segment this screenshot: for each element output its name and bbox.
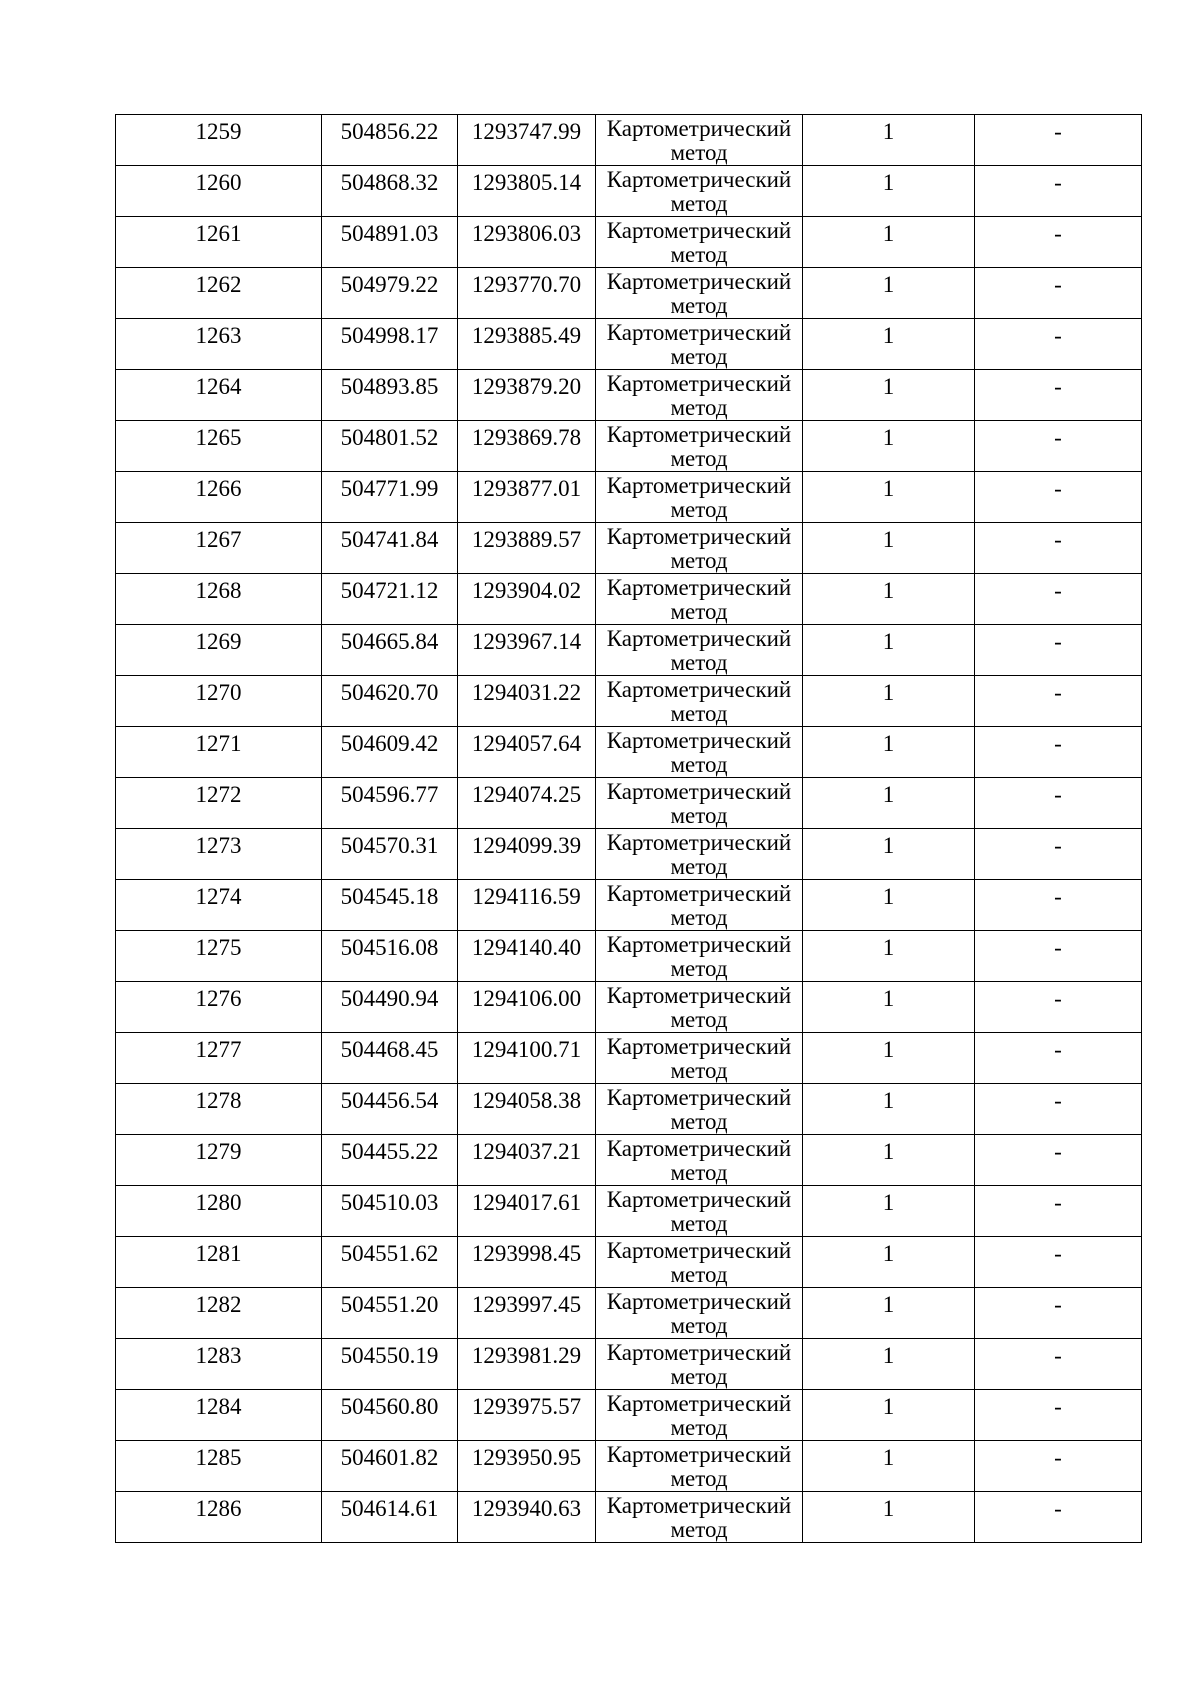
method-text-line1: Картометрический	[606, 881, 792, 906]
y-coordinate-cell: 1293940.63	[458, 1492, 596, 1543]
x-coordinate-cell: 504609.42	[322, 727, 458, 778]
note-cell: -	[975, 166, 1142, 217]
y-coordinate-cell: 1294037.21	[458, 1135, 596, 1186]
table-row	[116, 778, 1142, 829]
method-cell	[596, 523, 803, 574]
x-coordinate-cell: 504891.03	[322, 217, 458, 268]
point-number-cell: 1285	[116, 1441, 322, 1492]
x-coordinate-cell: 504979.22	[322, 268, 458, 319]
note-cell: -	[975, 982, 1142, 1033]
x-coordinate-cell: 504551.62	[322, 1237, 458, 1288]
method-text-line2: метод	[670, 1058, 728, 1083]
method-cell	[596, 1237, 803, 1288]
y-coordinate-cell: 1294106.00	[458, 982, 596, 1033]
coordinates-table-body	[116, 115, 1142, 1543]
note-cell: -	[975, 1339, 1142, 1390]
point-number-cell: 1267	[116, 523, 322, 574]
method-cell	[596, 1084, 803, 1135]
note-cell: -	[975, 523, 1142, 574]
method-text-line1: Картометрический	[606, 830, 792, 855]
note-cell: -	[975, 268, 1142, 319]
note-cell: -	[975, 1186, 1142, 1237]
method-cell	[596, 166, 803, 217]
point-number-cell: 1279	[116, 1135, 322, 1186]
accuracy-cell: 1	[803, 727, 975, 778]
point-number-cell: 1262	[116, 268, 322, 319]
method-cell	[596, 676, 803, 727]
x-coordinate-cell: 504456.54	[322, 1084, 458, 1135]
method-cell	[596, 574, 803, 625]
x-coordinate-cell: 504560.80	[322, 1390, 458, 1441]
point-number-cell: 1271	[116, 727, 322, 778]
x-coordinate-cell: 504893.85	[322, 370, 458, 421]
method-text-line1: Картометрический	[606, 1289, 792, 1314]
table-row	[116, 1390, 1142, 1441]
point-number-cell: 1284	[116, 1390, 322, 1441]
x-coordinate-cell: 504620.70	[322, 676, 458, 727]
table-row	[116, 574, 1142, 625]
accuracy-cell: 1	[803, 676, 975, 727]
y-coordinate-cell: 1294057.64	[458, 727, 596, 778]
method-text-line1: Картометрический	[606, 1187, 792, 1212]
accuracy-cell: 1	[803, 931, 975, 982]
note-cell: -	[975, 676, 1142, 727]
point-number-cell: 1268	[116, 574, 322, 625]
method-text-line2: метод	[670, 395, 728, 420]
method-text-line1: Картометрический	[606, 575, 792, 600]
method-cell	[596, 1033, 803, 1084]
method-text-line2: метод	[670, 803, 728, 828]
y-coordinate-cell: 1293889.57	[458, 523, 596, 574]
table-row	[116, 370, 1142, 421]
table-row	[116, 931, 1142, 982]
accuracy-cell: 1	[803, 319, 975, 370]
point-number-cell: 1283	[116, 1339, 322, 1390]
note-cell: -	[975, 1033, 1142, 1084]
table-row	[116, 1492, 1142, 1543]
accuracy-cell: 1	[803, 370, 975, 421]
table-row	[116, 1339, 1142, 1390]
method-cell	[596, 1339, 803, 1390]
method-cell	[596, 982, 803, 1033]
method-text-line2: метод	[670, 344, 728, 369]
accuracy-cell: 1	[803, 1135, 975, 1186]
table-row	[116, 727, 1142, 778]
x-coordinate-cell: 504665.84	[322, 625, 458, 676]
point-number-cell: 1259	[116, 115, 322, 166]
table-row	[116, 880, 1142, 931]
y-coordinate-cell: 1294074.25	[458, 778, 596, 829]
note-cell: -	[975, 1135, 1142, 1186]
method-text-line2: метод	[670, 497, 728, 522]
method-text-line1: Картометрический	[606, 1493, 792, 1518]
table-row	[116, 319, 1142, 370]
point-number-cell: 1281	[116, 1237, 322, 1288]
note-cell: -	[975, 115, 1142, 166]
accuracy-cell: 1	[803, 1084, 975, 1135]
method-text-line1: Картометрический	[606, 1442, 792, 1467]
x-coordinate-cell: 504614.61	[322, 1492, 458, 1543]
method-text-line1: Картометрический	[606, 473, 792, 498]
method-text-line1: Картометрический	[606, 1136, 792, 1161]
x-coordinate-cell: 504596.77	[322, 778, 458, 829]
y-coordinate-cell: 1294031.22	[458, 676, 596, 727]
x-coordinate-cell: 504510.03	[322, 1186, 458, 1237]
note-cell: -	[975, 1441, 1142, 1492]
point-number-cell: 1261	[116, 217, 322, 268]
accuracy-cell: 1	[803, 115, 975, 166]
table-row	[116, 268, 1142, 319]
method-text-line1: Картометрический	[606, 269, 792, 294]
x-coordinate-cell: 504771.99	[322, 472, 458, 523]
table-row	[116, 217, 1142, 268]
note-cell: -	[975, 217, 1142, 268]
note-cell: -	[975, 1084, 1142, 1135]
method-cell	[596, 1441, 803, 1492]
method-cell	[596, 829, 803, 880]
accuracy-cell: 1	[803, 472, 975, 523]
method-text-line2: метод	[670, 650, 728, 675]
table-row	[116, 829, 1142, 880]
method-text-line2: метод	[670, 191, 728, 216]
method-cell	[596, 217, 803, 268]
y-coordinate-cell: 1293998.45	[458, 1237, 596, 1288]
y-coordinate-cell: 1293806.03	[458, 217, 596, 268]
accuracy-cell: 1	[803, 982, 975, 1033]
method-text-line2: метод	[670, 1313, 728, 1338]
accuracy-cell: 1	[803, 268, 975, 319]
note-cell: -	[975, 727, 1142, 778]
y-coordinate-cell: 1293904.02	[458, 574, 596, 625]
table-row	[116, 472, 1142, 523]
y-coordinate-cell: 1293975.57	[458, 1390, 596, 1441]
x-coordinate-cell: 504516.08	[322, 931, 458, 982]
table-row	[116, 1033, 1142, 1084]
table-row	[116, 1288, 1142, 1339]
table-row	[116, 523, 1142, 574]
y-coordinate-cell: 1293770.70	[458, 268, 596, 319]
table-row	[116, 115, 1142, 166]
y-coordinate-cell: 1294116.59	[458, 880, 596, 931]
method-text-line2: метод	[670, 854, 728, 879]
method-text-line2: метод	[670, 140, 728, 165]
method-cell	[596, 115, 803, 166]
y-coordinate-cell: 1293805.14	[458, 166, 596, 217]
y-coordinate-cell: 1293885.49	[458, 319, 596, 370]
x-coordinate-cell: 504868.32	[322, 166, 458, 217]
method-cell	[596, 778, 803, 829]
x-coordinate-cell: 504570.31	[322, 829, 458, 880]
accuracy-cell: 1	[803, 1186, 975, 1237]
method-text-line1: Картометрический	[606, 779, 792, 804]
table-row	[116, 1441, 1142, 1492]
y-coordinate-cell: 1294140.40	[458, 931, 596, 982]
note-cell: -	[975, 1492, 1142, 1543]
method-text-line1: Картометрический	[606, 218, 792, 243]
y-coordinate-cell: 1293747.99	[458, 115, 596, 166]
point-number-cell: 1278	[116, 1084, 322, 1135]
x-coordinate-cell: 504721.12	[322, 574, 458, 625]
accuracy-cell: 1	[803, 1441, 975, 1492]
method-text-line2: метод	[670, 446, 728, 471]
point-number-cell: 1269	[116, 625, 322, 676]
accuracy-cell: 1	[803, 421, 975, 472]
method-cell	[596, 931, 803, 982]
accuracy-cell: 1	[803, 1390, 975, 1441]
accuracy-cell: 1	[803, 625, 975, 676]
accuracy-cell: 1	[803, 1492, 975, 1543]
note-cell: -	[975, 319, 1142, 370]
accuracy-cell: 1	[803, 880, 975, 931]
note-cell: -	[975, 574, 1142, 625]
point-number-cell: 1273	[116, 829, 322, 880]
method-cell	[596, 1186, 803, 1237]
x-coordinate-cell: 504998.17	[322, 319, 458, 370]
note-cell: -	[975, 1237, 1142, 1288]
y-coordinate-cell: 1293879.20	[458, 370, 596, 421]
note-cell: -	[975, 370, 1142, 421]
y-coordinate-cell: 1294100.71	[458, 1033, 596, 1084]
y-coordinate-cell: 1294099.39	[458, 829, 596, 880]
point-number-cell: 1280	[116, 1186, 322, 1237]
method-cell	[596, 1288, 803, 1339]
point-number-cell: 1276	[116, 982, 322, 1033]
method-cell	[596, 1390, 803, 1441]
method-text-line1: Картометрический	[606, 116, 792, 141]
point-number-cell: 1277	[116, 1033, 322, 1084]
table-row	[116, 982, 1142, 1033]
accuracy-cell: 1	[803, 1339, 975, 1390]
method-cell	[596, 472, 803, 523]
x-coordinate-cell: 504490.94	[322, 982, 458, 1033]
method-text-line1: Картометрический	[606, 1391, 792, 1416]
method-text-line2: метод	[670, 905, 728, 930]
accuracy-cell: 1	[803, 1033, 975, 1084]
method-cell	[596, 319, 803, 370]
point-number-cell: 1282	[116, 1288, 322, 1339]
method-text-line2: метод	[670, 1466, 728, 1491]
x-coordinate-cell: 504856.22	[322, 115, 458, 166]
table-row	[116, 421, 1142, 472]
method-cell	[596, 1492, 803, 1543]
method-text-line1: Картометрический	[606, 371, 792, 396]
note-cell: -	[975, 1288, 1142, 1339]
method-text-line1: Картометрический	[606, 524, 792, 549]
y-coordinate-cell: 1293869.78	[458, 421, 596, 472]
method-text-line1: Картометрический	[606, 626, 792, 651]
method-text-line2: метод	[670, 1262, 728, 1287]
point-number-cell: 1275	[116, 931, 322, 982]
table-row	[116, 166, 1142, 217]
point-number-cell: 1266	[116, 472, 322, 523]
method-text-line1: Картометрический	[606, 983, 792, 1008]
method-text-line1: Картометрический	[606, 167, 792, 192]
x-coordinate-cell: 504455.22	[322, 1135, 458, 1186]
method-text-line1: Картометрический	[606, 1340, 792, 1365]
note-cell: -	[975, 829, 1142, 880]
accuracy-cell: 1	[803, 778, 975, 829]
x-coordinate-cell: 504545.18	[322, 880, 458, 931]
method-text-line1: Картометрический	[606, 677, 792, 702]
method-text-line2: метод	[670, 1517, 728, 1542]
method-text-line1: Картометрический	[606, 1034, 792, 1059]
method-text-line2: метод	[670, 956, 728, 981]
method-text-line2: метод	[670, 1364, 728, 1389]
y-coordinate-cell: 1293981.29	[458, 1339, 596, 1390]
note-cell: -	[975, 880, 1142, 931]
table-row	[116, 676, 1142, 727]
method-text-line1: Картометрический	[606, 728, 792, 753]
y-coordinate-cell: 1293997.45	[458, 1288, 596, 1339]
method-cell	[596, 370, 803, 421]
note-cell: -	[975, 778, 1142, 829]
point-number-cell: 1260	[116, 166, 322, 217]
method-text-line2: метод	[670, 701, 728, 726]
accuracy-cell: 1	[803, 829, 975, 880]
x-coordinate-cell: 504468.45	[322, 1033, 458, 1084]
note-cell: -	[975, 421, 1142, 472]
point-number-cell: 1274	[116, 880, 322, 931]
method-text-line2: метод	[670, 242, 728, 267]
point-number-cell: 1264	[116, 370, 322, 421]
method-cell	[596, 421, 803, 472]
table-row	[116, 1084, 1142, 1135]
point-number-cell: 1265	[116, 421, 322, 472]
y-coordinate-cell: 1293950.95	[458, 1441, 596, 1492]
method-text-line1: Картометрический	[606, 320, 792, 345]
method-text-line2: метод	[670, 1211, 728, 1236]
accuracy-cell: 1	[803, 523, 975, 574]
method-text-line2: метод	[670, 548, 728, 573]
table-row	[116, 1186, 1142, 1237]
point-number-cell: 1263	[116, 319, 322, 370]
method-text-line2: метод	[670, 599, 728, 624]
x-coordinate-cell: 504741.84	[322, 523, 458, 574]
method-text-line1: Картометрический	[606, 422, 792, 447]
point-number-cell: 1272	[116, 778, 322, 829]
accuracy-cell: 1	[803, 166, 975, 217]
note-cell: -	[975, 931, 1142, 982]
method-cell	[596, 1135, 803, 1186]
method-cell	[596, 625, 803, 676]
table-row	[116, 625, 1142, 676]
x-coordinate-cell: 504550.19	[322, 1339, 458, 1390]
method-cell	[596, 880, 803, 931]
method-cell	[596, 268, 803, 319]
accuracy-cell: 1	[803, 1237, 975, 1288]
note-cell: -	[975, 625, 1142, 676]
method-text-line2: метод	[670, 1109, 728, 1134]
method-text-line1: Картометрический	[606, 1238, 792, 1263]
y-coordinate-cell: 1293877.01	[458, 472, 596, 523]
note-cell: -	[975, 472, 1142, 523]
note-cell: -	[975, 1390, 1142, 1441]
x-coordinate-cell: 504801.52	[322, 421, 458, 472]
x-coordinate-cell: 504601.82	[322, 1441, 458, 1492]
point-number-cell: 1286	[116, 1492, 322, 1543]
method-cell	[596, 727, 803, 778]
y-coordinate-cell: 1294017.61	[458, 1186, 596, 1237]
accuracy-cell: 1	[803, 574, 975, 625]
y-coordinate-cell: 1294058.38	[458, 1084, 596, 1135]
point-number-cell: 1270	[116, 676, 322, 727]
method-text-line1: Картометрический	[606, 932, 792, 957]
accuracy-cell: 1	[803, 1288, 975, 1339]
method-text-line2: метод	[670, 293, 728, 318]
method-text-line1: Картометрический	[606, 1085, 792, 1110]
coordinates-table	[115, 114, 1142, 1543]
method-text-line2: метод	[670, 752, 728, 777]
y-coordinate-cell: 1293967.14	[458, 625, 596, 676]
method-text-line2: метод	[670, 1415, 728, 1440]
x-coordinate-cell: 504551.20	[322, 1288, 458, 1339]
table-row	[116, 1135, 1142, 1186]
table-row	[116, 1237, 1142, 1288]
method-text-line2: метод	[670, 1007, 728, 1032]
method-text-line2: метод	[670, 1160, 728, 1185]
accuracy-cell: 1	[803, 217, 975, 268]
